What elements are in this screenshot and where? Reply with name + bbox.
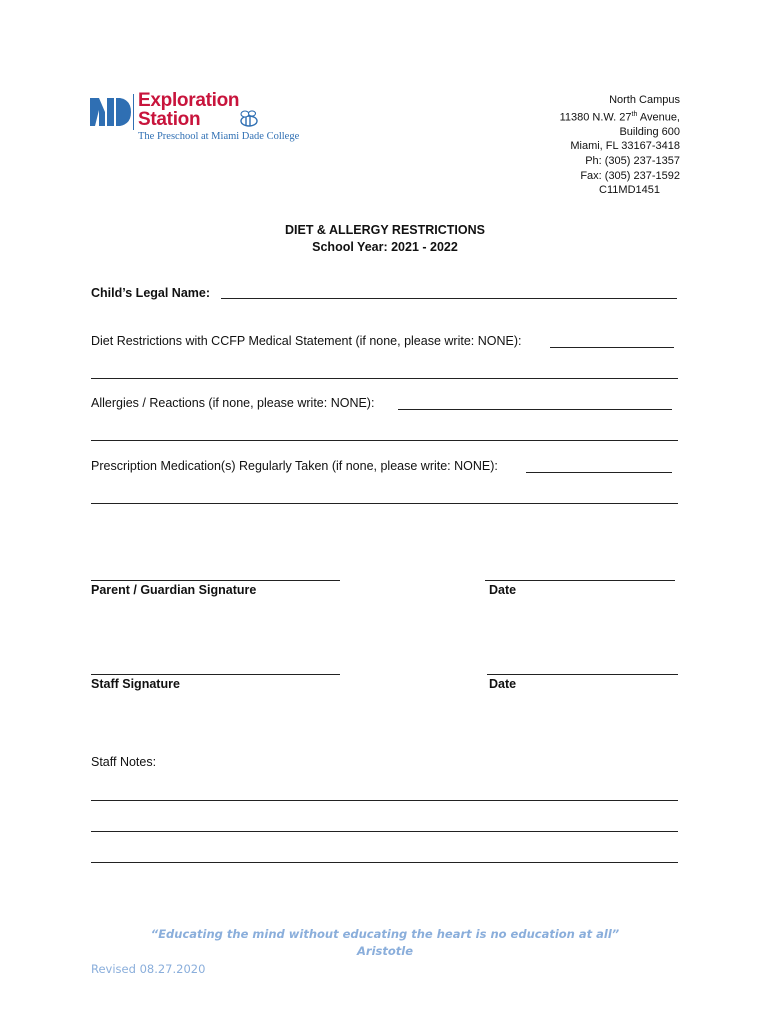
- child-name-field[interactable]: [221, 298, 677, 299]
- parent-date-label: Date: [489, 583, 517, 597]
- campus-address: [560, 93, 680, 198]
- staff-notes-line[interactable]: [91, 800, 678, 801]
- address-line: Ph: (305) 237-1357: [585, 155, 680, 168]
- address-line: C11MD1451: [599, 184, 660, 197]
- allergies-field-line2[interactable]: [91, 440, 678, 441]
- form-title: DIET & ALLERGY RESTRICTIONS: [284, 223, 485, 237]
- parent-signature-field[interactable]: [91, 580, 340, 581]
- staff-notes-line[interactable]: [91, 862, 678, 863]
- parent-signature-label: Parent / Guardian Signature: [91, 583, 257, 597]
- logo-tagline: The Preschool at Miami Dade College: [138, 131, 300, 142]
- parent-date-field[interactable]: [485, 580, 675, 581]
- staff-notes-line[interactable]: [91, 831, 678, 832]
- diet-restrictions-field[interactable]: [550, 347, 674, 348]
- staff-date-field[interactable]: [487, 674, 678, 675]
- bee-icon: [237, 110, 261, 128]
- child-name-label: Child’s Legal Name:: [91, 286, 211, 300]
- address-line: Miami, FL 33167-3418: [570, 140, 680, 153]
- allergies-label: Allergies / Reactions (if none, please write: NONE):: [91, 396, 375, 410]
- medication-field[interactable]: [526, 472, 672, 473]
- logo-divider: [133, 94, 134, 130]
- address-line: Building 600: [619, 125, 680, 138]
- medication-label: Prescription Medication(s) Regularly Taken (if none, please write: NONE):: [91, 459, 498, 473]
- allergies-field[interactable]: [398, 409, 672, 410]
- footer-quote-author: Aristotle: [357, 944, 413, 958]
- staff-signature-label: Staff Signature: [91, 677, 180, 691]
- logo-brand-line2: Station: [138, 109, 201, 130]
- staff-date-label: Date: [489, 677, 517, 691]
- address-line: North Campus: [609, 94, 680, 106]
- exploration-station-logo: [90, 92, 300, 148]
- revised-date: Revised 08.27.2020: [91, 962, 206, 976]
- staff-signature-field[interactable]: [91, 674, 340, 675]
- logo-brand-line1: Exploration: [138, 90, 240, 111]
- medication-field-line2[interactable]: [91, 503, 678, 504]
- address-line: 11380 N.W. 27th Avenue,: [559, 110, 680, 124]
- address-line: Fax: (305) 237-1592: [580, 169, 680, 182]
- footer-quote: “Educating the mind without educating the heart is no education at all”: [150, 927, 620, 941]
- md-logo-mark-icon: [90, 96, 132, 128]
- staff-notes-label: Staff Notes:: [91, 755, 157, 769]
- diet-restrictions-field-line2[interactable]: [91, 378, 678, 379]
- diet-restrictions-label: Diet Restrictions with CCFP Medical Statement (if none, please write: NONE):: [91, 334, 522, 348]
- school-year: School Year: 2021 - 2022: [312, 240, 458, 254]
